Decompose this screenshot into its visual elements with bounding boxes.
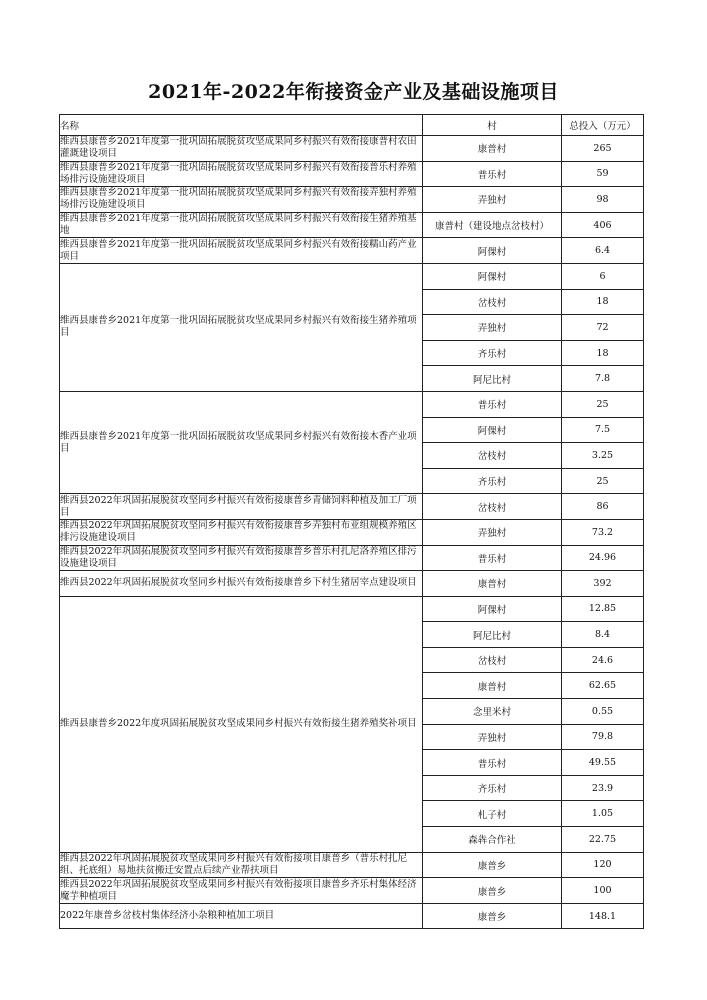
- table-row: [60, 494, 644, 520]
- table-row: [60, 878, 644, 904]
- village-cell: 念里米村: [423, 699, 562, 725]
- investment-cell: 24.6: [562, 647, 644, 673]
- table-row: [60, 903, 644, 929]
- village-cell: 齐乐村: [423, 775, 562, 801]
- investment-cell: 3.25: [562, 443, 644, 469]
- investment-cell: 406: [562, 212, 644, 238]
- village-cell: 康普村: [423, 673, 562, 699]
- investment-cell: 18: [562, 340, 644, 366]
- table-row: [60, 571, 644, 597]
- investment-cell: 98: [562, 187, 644, 213]
- table-row: [60, 187, 644, 213]
- project-table: [59, 114, 644, 929]
- investment-cell: 0.55: [562, 699, 644, 725]
- project-name-cell: 维西县康普乡2021年度第一批巩固拓展脱贫攻坚成果同乡村振兴有效衔接木香产业项目: [60, 391, 423, 493]
- village-cell: 阿尼比村: [423, 366, 562, 392]
- village-cell: 康普乡: [423, 878, 562, 904]
- village-cell: 阿倮村: [423, 417, 562, 443]
- village-cell: 岔枝村: [423, 494, 562, 520]
- village-cell: 康普乡: [423, 903, 562, 929]
- header-investment: 总投入（万元）: [562, 115, 644, 136]
- table-row: [60, 391, 644, 417]
- investment-cell: 62.65: [562, 673, 644, 699]
- village-cell: 弄独村: [423, 315, 562, 341]
- project-name-cell: 维西县2022年巩固拓展脱贫攻坚同乡村振兴有效衔接康普乡下村生猪居宰点建设项目: [60, 571, 423, 597]
- investment-cell: 148.1: [562, 903, 644, 929]
- project-name-cell: 维西县2022年巩固拓展脱贫攻坚同乡村振兴有效衔接康普乡青储饲料种植及加工厂项目: [60, 494, 423, 520]
- investment-cell: 120: [562, 852, 644, 878]
- project-name-cell: 维西县康普乡2022年度巩固拓展脱贫攻坚成果同乡村振兴有效衔接生猪养殖奖补项目: [60, 596, 423, 852]
- investment-cell: 8.4: [562, 622, 644, 648]
- village-cell: 普乐村: [423, 545, 562, 571]
- project-name-cell: 维西县2022年巩固拓展脱贫攻坚成果同乡村振兴有效衔接项目康普乡（普乐村扎尼组、托底组）易地扶贫搬迁安置点后续产业帮扶项目: [60, 852, 423, 878]
- table-row: [60, 263, 644, 289]
- investment-cell: 25: [562, 468, 644, 494]
- page-title: 2021年-2022年衔接资金产业及基础设施项目: [148, 81, 559, 103]
- project-name-cell: 维西县康普乡2021年度第一批巩固拓展脱贫攻坚成果同乡村振兴有效衔接糯山药产业项目: [60, 238, 423, 264]
- project-name-cell: 维西县康普乡2021年度第一批巩固拓展脱贫攻坚成果同乡村振兴有效衔接生猪养殖基地: [60, 212, 423, 238]
- investment-cell: 6: [562, 263, 644, 289]
- investment-cell: 7.5: [562, 417, 644, 443]
- village-cell: 康普村: [423, 571, 562, 597]
- investment-cell: 18: [562, 289, 644, 315]
- header-name: 名称: [60, 115, 423, 136]
- investment-cell: 6.4: [562, 238, 644, 264]
- investment-cell: 22.75: [562, 827, 644, 853]
- investment-cell: 49.55: [562, 750, 644, 776]
- project-name-cell: 2022年康普乡岔枝村集体经济小杂粮种植加工项目: [60, 903, 423, 929]
- village-cell: 弄独村: [423, 724, 562, 750]
- project-name-cell: 维西县2022年巩固拓展脱贫攻坚成果同乡村振兴有效衔接项目康普乡齐乐村集体经济魔芋种植项目: [60, 878, 423, 904]
- investment-cell: 1.05: [562, 801, 644, 827]
- project-name-cell: 维西县康普乡2021年度第一批巩固拓展脱贫攻坚成果同乡村振兴有效衔接生猪养殖项目: [60, 263, 423, 391]
- table-row: [60, 238, 644, 264]
- village-cell: 岔枝村: [423, 443, 562, 469]
- project-name-cell: 维西县康普乡2021年度第一批巩固拓展脱贫攻坚成果同乡村振兴有效衔接普乐村养殖场排污设施建设项目: [60, 161, 423, 187]
- table-body: [60, 136, 644, 929]
- village-cell: 阿倮村: [423, 596, 562, 622]
- investment-cell: 72: [562, 315, 644, 341]
- village-cell: 康普村: [423, 136, 562, 162]
- project-name-cell: 维西县康普乡2021年度第一批巩固拓展脱贫攻坚成果同乡村振兴有效衔接弄独村养殖场排污设施建设项目: [60, 187, 423, 213]
- project-name-cell: 维西县2022年巩固拓展脱贫攻坚同乡村振兴有效衔接康普乡弄独村布亚组规模养殖区排污设施建设项目: [60, 519, 423, 545]
- investment-cell: 24.96: [562, 545, 644, 571]
- investment-cell: 12.85: [562, 596, 644, 622]
- table-row: [60, 136, 644, 162]
- investment-cell: 59: [562, 161, 644, 187]
- table-row: [60, 852, 644, 878]
- investment-cell: 86: [562, 494, 644, 520]
- table-row: [60, 519, 644, 545]
- village-cell: 岔枝村: [423, 289, 562, 315]
- village-cell: 康普乡: [423, 852, 562, 878]
- table-row: [60, 161, 644, 187]
- investment-cell: 392: [562, 571, 644, 597]
- header-village: 村: [423, 115, 562, 136]
- investment-cell: 7.8: [562, 366, 644, 392]
- project-name-cell: 维西县2022年巩固拓展脱贫攻坚同乡村振兴有效衔接康普乡普乐村扎尼洛养殖区排污设施建设项目: [60, 545, 423, 571]
- village-cell: 普乐村: [423, 750, 562, 776]
- village-cell: 阿尼比村: [423, 622, 562, 648]
- table-row: [60, 596, 644, 622]
- project-name-cell: 维西县康普乡2021年度第一批巩固拓展脱贫攻坚成果同乡村振兴有效衔接康普村农田灌溉建设项目: [60, 136, 423, 162]
- investment-cell: 265: [562, 136, 644, 162]
- table-row: [60, 545, 644, 571]
- investment-cell: 23.9: [562, 775, 644, 801]
- village-cell: 普乐村: [423, 391, 562, 417]
- village-cell: 岔枝村: [423, 647, 562, 673]
- investment-cell: 73.2: [562, 519, 644, 545]
- table-row: [60, 212, 644, 238]
- village-cell: 齐乐村: [423, 468, 562, 494]
- investment-cell: 79.8: [562, 724, 644, 750]
- village-cell: 康普村（建设地点岔枝村）: [423, 212, 562, 238]
- village-cell: 齐乐村: [423, 340, 562, 366]
- village-cell: 札子村: [423, 801, 562, 827]
- village-cell: 阿倮村: [423, 238, 562, 264]
- table-header-row: [60, 115, 644, 136]
- investment-cell: 100: [562, 878, 644, 904]
- village-cell: 弄独村: [423, 187, 562, 213]
- investment-cell: 25: [562, 391, 644, 417]
- village-cell: 阿倮村: [423, 263, 562, 289]
- village-cell: 森犇合作社: [423, 827, 562, 853]
- village-cell: 普乐村: [423, 161, 562, 187]
- village-cell: 弄独村: [423, 519, 562, 545]
